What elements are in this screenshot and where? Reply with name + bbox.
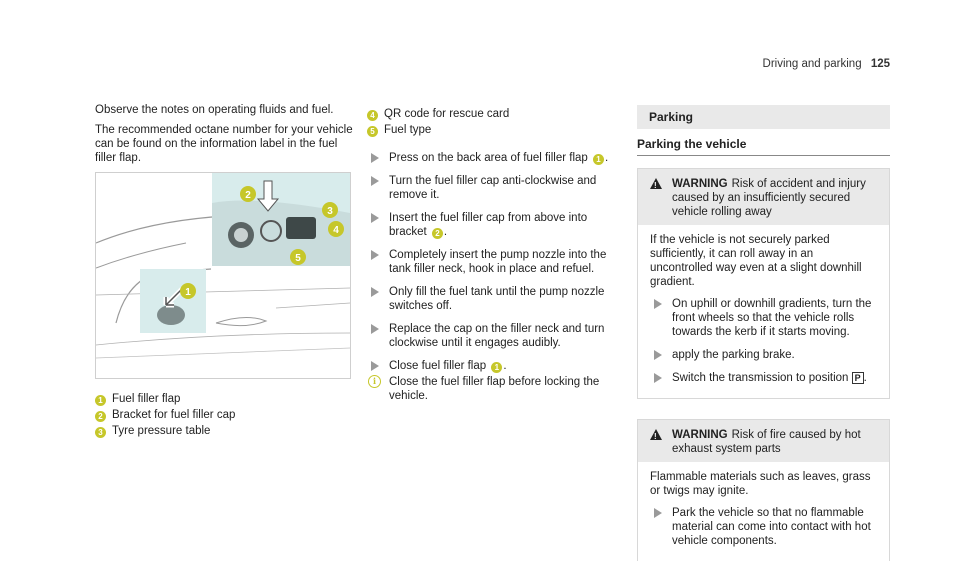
warning-step: On uphill or downhill gradients, turn the front wheels so that the vehicle rolls towards the kerb if it starts moving. — [650, 297, 879, 339]
callout-4-label: 4 — [333, 225, 339, 236]
legend-item — [367, 123, 615, 137]
warning-triangle-icon — [650, 178, 662, 189]
warning-header — [638, 169, 889, 225]
instruction-step: Close fuel filler flap 1 . — [367, 359, 615, 373]
warning-label: WARNING — [672, 429, 728, 441]
step-arrow-icon — [371, 361, 379, 371]
warning-step: Switch the transmission to position P . — [650, 371, 879, 385]
legend-number-badge: 3 — [95, 427, 106, 438]
step-arrow-icon — [371, 213, 379, 223]
warning-label: WARNING — [672, 178, 728, 190]
callout-2-label: 2 — [245, 190, 251, 201]
instruction-step: Insert the fuel filler cap from above into bracket 2 . — [367, 211, 615, 239]
figure-legend — [95, 392, 353, 440]
warning-title: Risk of accident and injury caused by an insufficiently secured vehicle rolling away — [672, 178, 866, 218]
legend-text: QR code for rescue card — [384, 108, 510, 120]
fuel-filler-figure — [95, 172, 351, 379]
warning-header — [638, 420, 889, 462]
step-arrow-icon — [371, 250, 379, 260]
warning-box-fire — [637, 419, 890, 561]
info-note: i Close the fuel filler flap before locking the vehicle. — [367, 375, 615, 403]
legend-item — [367, 107, 615, 121]
legend-text: Fuel filler flap — [112, 393, 181, 405]
instruction-step: Replace the cap on the filler neck and turn clockwise until it engages audibly. — [367, 322, 615, 350]
legend-text: Tyre pressure table — [112, 425, 211, 437]
warning-text: Flammable materials such as leaves, grass or twigs may ignite. — [650, 471, 871, 497]
position-p-symbol: P — [852, 372, 864, 384]
warning-title: Risk of fire caused by hot exhaust system parts — [672, 429, 861, 455]
car-illustration — [96, 173, 350, 378]
column-2 — [367, 107, 615, 403]
legend-item — [95, 424, 353, 438]
step-arrow-icon — [654, 508, 662, 518]
callout-3-label: 3 — [327, 206, 333, 217]
subsection-heading: Parking the vehicle — [637, 137, 890, 156]
intro-paragraph-2: The recommended octane number for your vehicle can be found on the information label in the fuel filler flap. — [95, 124, 353, 164]
instruction-step: Press on the back area of fuel filler flap 1 . — [367, 151, 615, 165]
callout-1-label: 1 — [185, 287, 191, 298]
legend-number-badge: 4 — [367, 110, 378, 121]
legend-number-badge: 2 — [95, 411, 106, 422]
warning-box-rolling — [637, 168, 890, 399]
page-header — [763, 57, 890, 71]
step-arrow-icon — [371, 287, 379, 297]
running-title: Driving and parking — [762, 58, 862, 70]
step-arrow-icon — [654, 373, 662, 383]
info-icon: i — [368, 375, 381, 388]
instruction-step: Only fill the fuel tank until the pump nozzle switches off. — [367, 285, 615, 313]
warning-text: If the vehicle is not securely parked sufficiently, it can roll away in an uncontrolled way even at a slight downhill gradient. — [650, 234, 862, 288]
step-arrow-icon — [371, 153, 379, 163]
instruction-step: Completely insert the pump nozzle into the tank filler neck, hook in place and refuel. — [367, 248, 615, 276]
legend-item — [95, 392, 353, 406]
step-arrow-icon — [654, 299, 662, 309]
page-number: 125 — [870, 58, 890, 70]
warning-body — [638, 462, 889, 561]
step-arrow-icon — [654, 350, 662, 360]
warning-body — [638, 225, 889, 398]
intro-paragraph-1: Observe the notes on operating fluids and fuel. — [95, 104, 334, 116]
section-title: Parking — [637, 105, 890, 129]
reference-badge: 2 — [432, 228, 443, 239]
instruction-step: Turn the fuel filler cap anti-clockwise and remove it. — [367, 174, 615, 202]
warning-triangle-icon — [650, 429, 662, 440]
callout-5-label: 5 — [295, 253, 301, 264]
warning-step: apply the parking brake. — [650, 348, 879, 362]
legend-number-badge: 5 — [367, 126, 378, 137]
reference-badge: 1 — [593, 154, 604, 165]
step-arrow-icon — [371, 324, 379, 334]
legend-item — [95, 408, 353, 422]
step-arrow-icon — [371, 176, 379, 186]
warning-step: Park the vehicle so that no flammable material can come into contact with hot vehicle components. — [650, 506, 879, 548]
reference-badge: 1 — [491, 362, 502, 373]
legend-text: Fuel type — [384, 124, 432, 136]
legend-text: Bracket for fuel filler cap — [112, 409, 236, 421]
legend-number-badge: 1 — [95, 395, 106, 406]
column-1 — [95, 103, 353, 171]
column-3 — [637, 105, 890, 561]
